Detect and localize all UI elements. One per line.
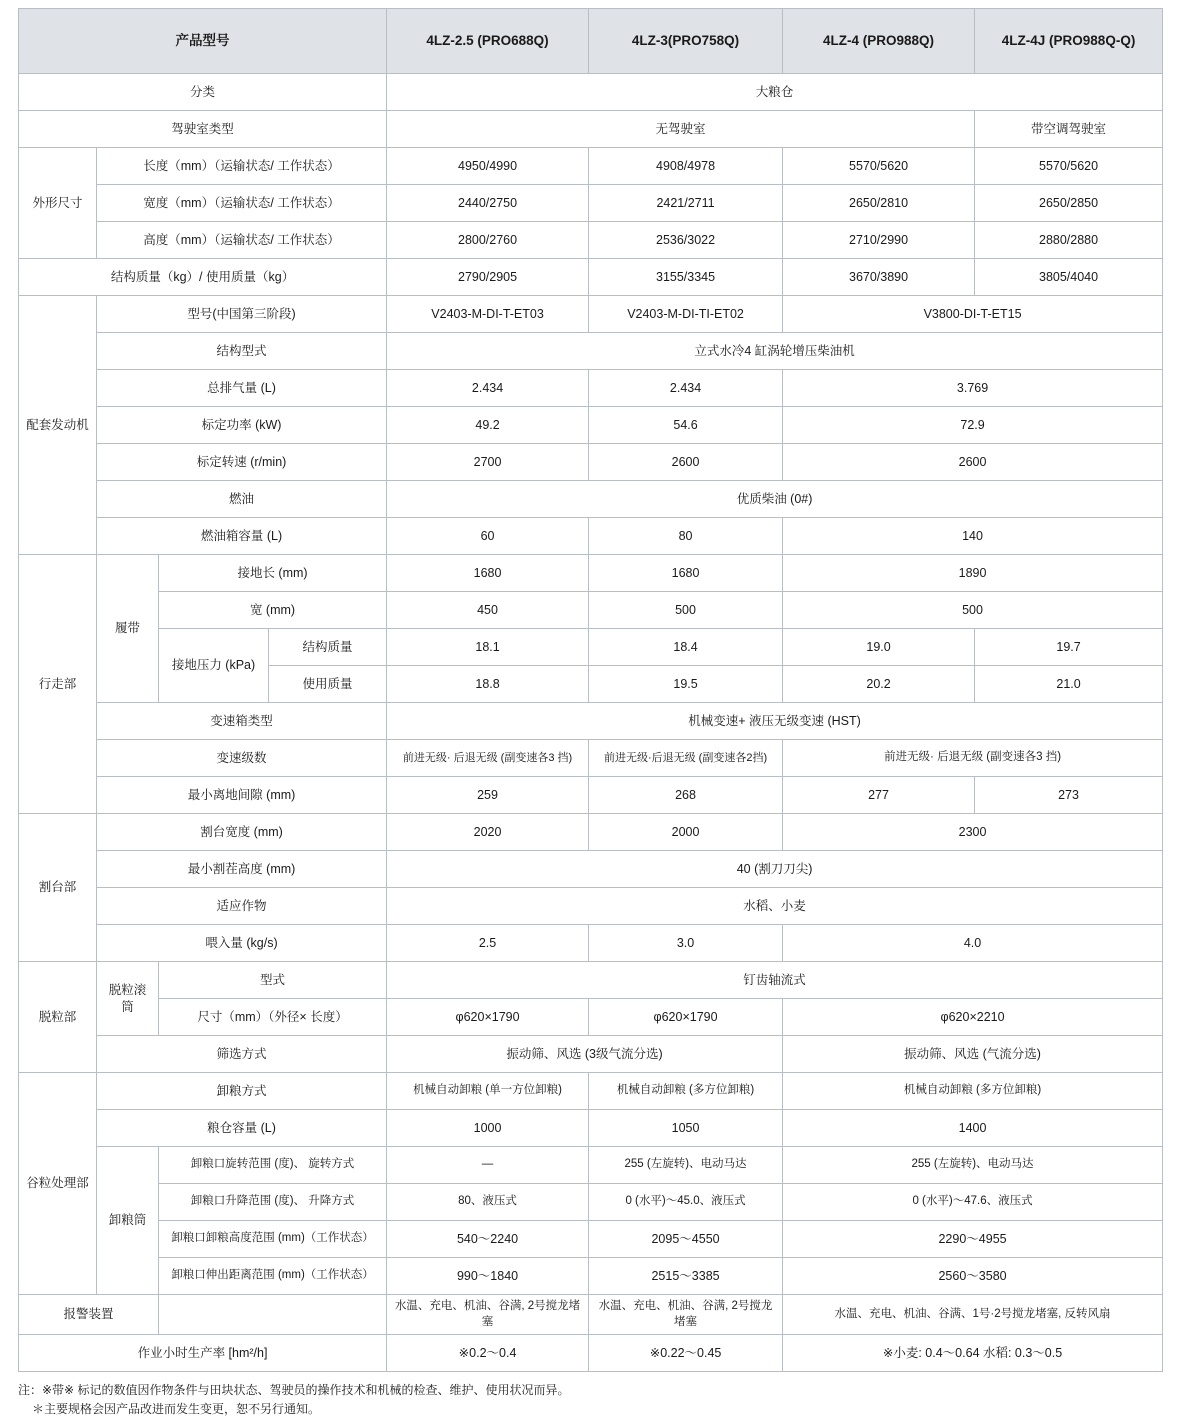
row-label-ground-pressure: 接地压力 (kPa)	[159, 629, 269, 703]
dim-height-4: 2880/2880	[975, 222, 1163, 259]
row-label-bin: 粮仓容量 (L)	[97, 1110, 387, 1147]
table-row	[19, 1147, 1163, 1184]
table-row	[19, 1295, 1163, 1335]
unload-way-3: 机械自动卸粮 (多方位卸粮)	[783, 1073, 1163, 1110]
tank-1: 60	[387, 518, 589, 555]
ground-length-3: 1890	[783, 555, 1163, 592]
table-row	[19, 814, 1163, 851]
engine-model-2: V2403-M-DI-TI-ET02	[589, 296, 783, 333]
table-row	[19, 185, 1163, 222]
feed-1: 2.5	[387, 925, 589, 962]
lift-3: 0 (水平)〜47.6、液压式	[783, 1184, 1163, 1221]
bin-1: 1000	[387, 1110, 589, 1147]
displacement-3: 3.769	[783, 370, 1163, 407]
row-label-gearbox-type: 变速箱类型	[97, 703, 387, 740]
engine-model-1: V2403-M-DI-T-ET03	[387, 296, 589, 333]
table-row	[19, 259, 1163, 296]
clearance-4: 273	[975, 777, 1163, 814]
table-header-row	[19, 9, 1163, 74]
row-label-engine-type: 结构型式	[97, 333, 387, 370]
row-label-tank: 燃油箱容量 (L)	[97, 518, 387, 555]
group-label-header-unit: 割台部	[19, 814, 97, 962]
gp-use-1: 18.8	[387, 666, 589, 703]
rpm-3: 2600	[783, 444, 1163, 481]
header-width-1: 2020	[387, 814, 589, 851]
dim-height-3: 2710/2990	[783, 222, 975, 259]
clearance-3: 277	[783, 777, 975, 814]
row-label-unload-height: 卸粮口卸粮高度范围 (mm)（工作状态）	[159, 1221, 387, 1258]
row-label-power: 标定功率 (kW)	[97, 407, 387, 444]
table-row	[19, 148, 1163, 185]
bin-2: 1050	[589, 1110, 783, 1147]
screen-2: 振动筛、风选 (气流分选)	[783, 1036, 1163, 1073]
productivity-label-text: 作业小时生产率 [hm²/h]	[137, 1345, 268, 1360]
unload-way-2: 机械自动卸粮 (多方位卸粮)	[589, 1073, 783, 1110]
alarm-2: 水温、充电、机油、谷满, 2号搅龙堵塞	[589, 1295, 783, 1335]
power-3: 72.9	[783, 407, 1163, 444]
fuel-value: 优质柴油 (0#)	[387, 481, 1163, 518]
gp-use-4: 21.0	[975, 666, 1163, 703]
table-row	[19, 1184, 1163, 1221]
gear-count-1: 前进无级· 后退无级 (副变速各3 挡)	[387, 740, 589, 777]
rotation-3: 255 (左旋转)、电动马达	[783, 1147, 1163, 1184]
group-label-threshing: 脱粒部	[19, 962, 97, 1073]
gp-use-3: 20.2	[783, 666, 975, 703]
engine-model-3: V3800-DI-T-ET15	[783, 296, 1163, 333]
dim-width-4: 2650/2850	[975, 185, 1163, 222]
track-width-3: 500	[783, 592, 1163, 629]
table-row	[19, 703, 1163, 740]
row-label-crops: 适应作物	[97, 888, 387, 925]
power-2: 54.6	[589, 407, 783, 444]
row-label-rpm: 标定转速 (r/min)	[97, 444, 387, 481]
header-width-2: 2000	[589, 814, 783, 851]
table-row	[19, 222, 1163, 259]
footnote-line-2: ＊主要规格会因产品改进而发生变更，恕不另行通知。	[32, 1402, 321, 1417]
unload-reach-2: 2515〜3385	[589, 1258, 783, 1295]
row-label-cab: 驾驶室类型	[19, 111, 387, 148]
table-row	[19, 296, 1163, 333]
sub-label-track: 履带	[97, 555, 159, 703]
unload-reach-3: 2560〜3580	[783, 1258, 1163, 1295]
unload-reach-1: 990〜1840	[387, 1258, 589, 1295]
row-label-engine-model: 型号(中国第三阶段)	[97, 296, 387, 333]
screen-1: 振动筛、风选 (3级气流分选)	[387, 1036, 783, 1073]
table-row	[19, 1073, 1163, 1110]
gearbox-type-value: 机械变速+ 液压无级变速 (HST)	[387, 703, 1163, 740]
mass-4: 3805/4040	[975, 259, 1163, 296]
power-1: 49.2	[387, 407, 589, 444]
row-label-width: 宽度（mm）（运输状态/ 工作状态）	[97, 185, 387, 222]
lift-2: 0 (水平)〜45.0、液压式	[589, 1184, 783, 1221]
row-label-feed: 喂入量 (kg/s)	[97, 925, 387, 962]
lift-1: 80、液压式	[387, 1184, 589, 1221]
mass-3: 3670/3890	[783, 259, 975, 296]
dim-length-1: 4950/4990	[387, 148, 589, 185]
table-row	[19, 999, 1163, 1036]
dim-length-2: 4908/4978	[589, 148, 783, 185]
table-row	[19, 1036, 1163, 1073]
table-row	[19, 518, 1163, 555]
row-label-category: 分类	[19, 74, 387, 111]
alarm-spacer	[159, 1295, 387, 1335]
row-label-drum-type: 型式	[159, 962, 387, 999]
row-label-gp-struct: 结构质量	[269, 629, 387, 666]
gp-struct-2: 18.4	[589, 629, 783, 666]
drum-size-2: φ620×1790	[589, 999, 783, 1036]
row-label-drum-size: 尺寸（mm）（外径× 长度）	[159, 999, 387, 1036]
sub-label-drum: 脱粒滚筒	[97, 962, 159, 1036]
ground-length-1: 1680	[387, 555, 589, 592]
table-row	[19, 1258, 1163, 1295]
group-label-dimensions: 外形尺寸	[19, 148, 97, 259]
unload-height-3: 2290〜4955	[783, 1221, 1163, 1258]
unload-way-1: 机械自动卸粮 (单一方位卸粮)	[387, 1073, 589, 1110]
table-row	[19, 925, 1163, 962]
table-row	[19, 407, 1163, 444]
row-label-track-width: 宽 (mm)	[159, 592, 387, 629]
alarm-1: 水温、充电、机油、谷满, 2号搅龙堵塞	[387, 1295, 589, 1335]
dim-height-2: 2536/3022	[589, 222, 783, 259]
mass-1: 2790/2905	[387, 259, 589, 296]
row-label-screen: 筛选方式	[97, 1036, 387, 1073]
rotation-2: 255 (左旋转)、电动马达	[589, 1147, 783, 1184]
header-model-1: 4LZ-2.5 (PRO688Q)	[387, 9, 589, 74]
header-width-3: 2300	[783, 814, 1163, 851]
group-label-travel: 行走部	[19, 555, 97, 814]
feed-3: 4.0	[783, 925, 1163, 962]
gp-struct-3: 19.0	[783, 629, 975, 666]
dim-width-1: 2440/2750	[387, 185, 589, 222]
drum-type-value: 钉齿轴流式	[387, 962, 1163, 999]
rotation-1: —	[387, 1147, 589, 1184]
dim-width-3: 2650/2810	[783, 185, 975, 222]
footnote-line-1: 注：※带※ 标记的数值因作物条件与田块状态、驾驶员的操作技术和机械的检查、维护、使用状况而异。	[18, 1383, 570, 1398]
productivity-2: ※0.22〜0.45	[589, 1335, 783, 1372]
ground-length-2: 1680	[589, 555, 783, 592]
unload-height-2: 2095〜4550	[589, 1221, 783, 1258]
row-label-displacement: 总排气量 (L)	[97, 370, 387, 407]
dim-length-4: 5570/5620	[975, 148, 1163, 185]
stubble-value: 40 (割刀刀尖)	[387, 851, 1163, 888]
displacement-1: 2.434	[387, 370, 589, 407]
row-label-productivity	[19, 1335, 387, 1372]
table-row	[19, 1335, 1163, 1372]
row-label-gp-use: 使用质量	[269, 666, 387, 703]
table-row	[19, 777, 1163, 814]
table-row	[19, 592, 1163, 629]
row-label-ground-length: 接地长 (mm)	[159, 555, 387, 592]
header-model-4: 4LZ-4J (PRO988Q-Q)	[975, 9, 1163, 74]
engine-type-value: 立式水冷4 缸涡轮增压柴油机	[387, 333, 1163, 370]
row-label-rotation: 卸粮口旋转范围 (度)、 旋转方式	[159, 1147, 387, 1184]
group-label-engine: 配套发动机	[19, 296, 97, 555]
row-label-stubble: 最小割茬高度 (mm)	[97, 851, 387, 888]
specifications-table	[18, 8, 1163, 1372]
table-row	[19, 629, 1163, 666]
table-row	[19, 1221, 1163, 1258]
table-row	[19, 444, 1163, 481]
row-label-fuel: 燃油	[97, 481, 387, 518]
table-row	[19, 962, 1163, 999]
row-label-mass: 结构质量（kg）/ 使用质量（kg）	[19, 259, 387, 296]
sub-label-auger: 卸粮筒	[97, 1147, 159, 1295]
row-label-lift: 卸粮口升降范围 (度)、 升降方式	[159, 1184, 387, 1221]
group-label-grain: 谷粒处理部	[19, 1073, 97, 1295]
row-label-alarm: 报警装置	[19, 1295, 159, 1335]
row-label-height: 高度（mm）（运输状态/ 工作状态）	[97, 222, 387, 259]
row-label-length: 长度（mm）（运输状态/ 工作状态）	[97, 148, 387, 185]
cab-value-1: 无驾驶室	[387, 111, 975, 148]
header-model-3: 4LZ-4 (PRO988Q)	[783, 9, 975, 74]
dim-height-1: 2800/2760	[387, 222, 589, 259]
gear-count-3: 前进无级· 后退无级 (副变速各3 挡)	[783, 740, 1163, 777]
drum-size-3: φ620×2210	[783, 999, 1163, 1036]
unload-height-1: 540〜2240	[387, 1221, 589, 1258]
table-row	[19, 740, 1163, 777]
gp-use-2: 19.5	[589, 666, 783, 703]
tank-2: 80	[589, 518, 783, 555]
rpm-1: 2700	[387, 444, 589, 481]
category-value: 大粮仓	[387, 74, 1163, 111]
table-row	[19, 1110, 1163, 1147]
clearance-1: 259	[387, 777, 589, 814]
footnotes	[18, 1381, 1162, 1419]
table-row	[19, 333, 1163, 370]
dim-width-2: 2421/2711	[589, 185, 783, 222]
cab-value-2: 带空调驾驶室	[975, 111, 1163, 148]
crops-value: 水稻、小麦	[387, 888, 1163, 925]
table-row	[19, 111, 1163, 148]
row-label-header-width: 割台宽度 (mm)	[97, 814, 387, 851]
track-width-2: 500	[589, 592, 783, 629]
row-label-unload-reach: 卸粮口伸出距离范围 (mm)（工作状态）	[159, 1258, 387, 1295]
gp-struct-4: 19.7	[975, 629, 1163, 666]
table-row	[19, 888, 1163, 925]
row-label-clearance: 最小离地间隙 (mm)	[97, 777, 387, 814]
table-row	[19, 481, 1163, 518]
tank-3: 140	[783, 518, 1163, 555]
table-row	[19, 370, 1163, 407]
header-model-2: 4LZ-3(PRO758Q)	[589, 9, 783, 74]
feed-2: 3.0	[589, 925, 783, 962]
track-width-1: 450	[387, 592, 589, 629]
dim-length-3: 5570/5620	[783, 148, 975, 185]
clearance-2: 268	[589, 777, 783, 814]
row-label-gear-count: 变速级数	[97, 740, 387, 777]
table-row	[19, 74, 1163, 111]
productivity-1: ※0.2〜0.4	[387, 1335, 589, 1372]
productivity-3: ※小麦: 0.4〜0.64 水稻: 0.3〜0.5	[783, 1335, 1163, 1372]
gp-struct-1: 18.1	[387, 629, 589, 666]
mass-2: 3155/3345	[589, 259, 783, 296]
gear-count-2: 前进无级·后退无级 (副变速各2挡)	[589, 740, 783, 777]
bin-3: 1400	[783, 1110, 1163, 1147]
row-label-unload-way: 卸粮方式	[97, 1073, 387, 1110]
header-label: 产品型号	[19, 9, 387, 74]
drum-size-1: φ620×1790	[387, 999, 589, 1036]
displacement-2: 2.434	[589, 370, 783, 407]
table-row	[19, 851, 1163, 888]
alarm-3: 水温、充电、机油、谷满、1号·2号搅龙堵塞, 反转风扇	[783, 1295, 1163, 1335]
table-row	[19, 555, 1163, 592]
rpm-2: 2600	[589, 444, 783, 481]
